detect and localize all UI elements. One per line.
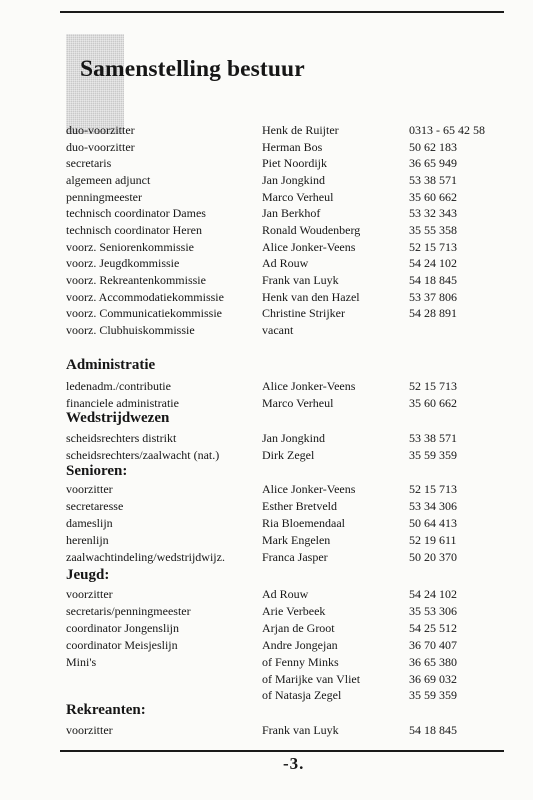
list-item [0, 139, 533, 155]
phone-number: 35 53 306 [409, 603, 457, 618]
role-label: voorz. Seniorenkommissie [66, 239, 194, 254]
phone-number: 35 55 358 [409, 222, 457, 237]
phone-number: 52 19 611 [409, 532, 457, 547]
person-name: Arjan de Groot [262, 620, 335, 635]
role-label: Mini's [66, 654, 97, 669]
person-name: Jan Berkhof [262, 206, 321, 221]
role-label: voorzitter [66, 723, 113, 737]
phone-number: 53 32 343 [409, 206, 457, 221]
person-name: Marco Verheul [262, 189, 334, 204]
role-label: financiele administratie [66, 395, 179, 410]
list-item [0, 481, 533, 497]
role-label: voorzitter [66, 482, 113, 496]
phone-number: 54 18 845 [409, 723, 457, 737]
person-name: Alice Jonker-Veens [262, 239, 356, 254]
person-name: Ria Bloemendaal [262, 515, 345, 530]
list-item [0, 620, 533, 636]
role-label: duo-voorzitter [66, 123, 135, 137]
role-label: ledenadm./contributie [66, 379, 171, 393]
person-name: Frank van Luyk [262, 272, 339, 287]
page-number: -3. [283, 754, 305, 773]
phone-number: 36 69 032 [409, 671, 457, 686]
person-name: Ad Rouw [262, 587, 309, 601]
list-item [0, 222, 533, 238]
phone-number: 36 65 380 [409, 654, 457, 669]
phone-number: 54 24 102 [409, 587, 457, 601]
list-item [0, 498, 533, 514]
role-label: coordinator Meisjeslijn [66, 637, 178, 652]
phone-number: 54 24 102 [409, 256, 457, 271]
list-item [0, 549, 533, 565]
role-label: voorz. Rekreantenkommissie [66, 272, 206, 287]
person-name: of Marijke van Vliet [262, 671, 361, 686]
phone-number: 53 37 806 [409, 289, 457, 304]
role-label: herenlijn [66, 532, 109, 547]
list-item [0, 122, 533, 138]
list-item [0, 205, 533, 221]
list-item [0, 430, 533, 446]
list-item [0, 603, 533, 619]
role-label: zaalwachtindeling/wedstrijdwijz. [66, 549, 225, 564]
list-item [0, 172, 533, 188]
bottom-rule [60, 750, 504, 752]
phone-number: 50 64 413 [409, 515, 457, 530]
section-heading: Jeugd: [66, 567, 110, 583]
list-item [0, 289, 533, 305]
person-name: vacant [262, 322, 294, 337]
role-label: secretaris/penningmeester [66, 603, 191, 618]
role-label: algemeen adjunct [66, 172, 151, 187]
person-name: Esther Bretveld [262, 498, 337, 513]
role-label: duo-voorzitter [66, 139, 135, 154]
role-label: secretaris [66, 156, 112, 171]
list-item [0, 189, 533, 205]
person-name: Andre Jongejan [262, 637, 338, 652]
phone-number: 35 59 359 [409, 447, 457, 462]
person-name: of Fenny Minks [262, 654, 339, 669]
phone-number: 52 15 713 [409, 379, 457, 393]
phone-number: 52 15 713 [409, 239, 457, 254]
person-name: Dirk Zegel [262, 447, 315, 462]
phone-number: 36 70 407 [409, 637, 457, 652]
phone-number: 53 38 571 [409, 431, 457, 445]
role-label: scheidsrechters distrikt [66, 431, 177, 445]
list-item [0, 239, 533, 255]
list-item [0, 671, 533, 687]
phone-number: 35 59 359 [409, 688, 457, 703]
list-item [0, 532, 533, 548]
person-name: Christine Strijker [262, 306, 345, 321]
role-label: technisch coordinator Dames [66, 206, 206, 221]
phone-number: 54 28 891 [409, 306, 457, 321]
section-heading: Administratie [66, 357, 156, 373]
role-label: voorz. Accommodatiekommissie [66, 289, 224, 304]
list-item [0, 447, 533, 463]
person-name: Ronald Woudenberg [262, 222, 361, 237]
list-item [0, 322, 533, 338]
list-item [0, 272, 533, 288]
person-name: Herman Bos [262, 139, 323, 154]
list-item [0, 305, 533, 321]
page-title: Samenstelling bestuur [80, 56, 305, 82]
phone-number: 52 15 713 [409, 482, 457, 496]
person-name: of Natasja Zegel [262, 688, 342, 703]
phone-number: 35 60 662 [409, 395, 457, 410]
person-name: Franca Jasper [262, 549, 328, 564]
person-name: Alice Jonker-Veens [262, 379, 356, 393]
role-label: dameslijn [66, 515, 113, 530]
phone-number: 54 25 512 [409, 620, 457, 635]
role-label: voorz. Communicatiekommissie [66, 306, 222, 321]
person-name: Frank van Luyk [262, 723, 339, 737]
list-item [0, 586, 533, 602]
list-item [0, 722, 533, 738]
role-label: scheidsrechters/zaalwacht (nat.) [66, 447, 220, 462]
person-name: Marco Verheul [262, 395, 334, 410]
list-item [0, 637, 533, 653]
phone-number: 53 38 571 [409, 172, 457, 187]
list-item [0, 654, 533, 670]
person-name: Henk de Ruijter [262, 123, 339, 137]
role-label: secretaresse [66, 498, 124, 513]
person-name: Jan Jongkind [262, 431, 325, 445]
list-item [0, 155, 533, 171]
role-label: voorz. Clubhuiskommissie [66, 322, 195, 337]
phone-number: 50 20 370 [409, 549, 457, 564]
section-heading: Senioren: [66, 463, 128, 479]
role-label: technisch coordinator Heren [66, 222, 202, 237]
person-name: Mark Engelen [262, 532, 331, 547]
person-name: Alice Jonker-Veens [262, 482, 356, 496]
phone-number: 50 62 183 [409, 139, 457, 154]
list-item [0, 255, 533, 271]
phone-number: 53 34 306 [409, 498, 457, 513]
list-item [0, 378, 533, 394]
role-label: voorz. Jeugdkommissie [66, 256, 180, 271]
phone-number: 35 60 662 [409, 189, 457, 204]
section-heading: Rekreanten: [66, 702, 146, 718]
role-label: penningmeester [66, 189, 142, 204]
phone-number: 36 65 949 [409, 156, 457, 171]
phone-number: 0313 - 65 42 58 [409, 123, 485, 137]
person-name: Henk van den Hazel [262, 289, 360, 304]
phone-number: 54 18 845 [409, 272, 457, 287]
role-label: coordinator Jongenslijn [66, 620, 179, 635]
role-label: voorzitter [66, 587, 113, 601]
section-heading: Wedstrijdwezen [66, 410, 170, 426]
person-name: Ad Rouw [262, 256, 309, 271]
person-name: Jan Jongkind [262, 172, 325, 187]
person-name: Piet Noordijk [262, 156, 327, 171]
person-name: Arie Verbeek [262, 603, 326, 618]
list-item [0, 515, 533, 531]
